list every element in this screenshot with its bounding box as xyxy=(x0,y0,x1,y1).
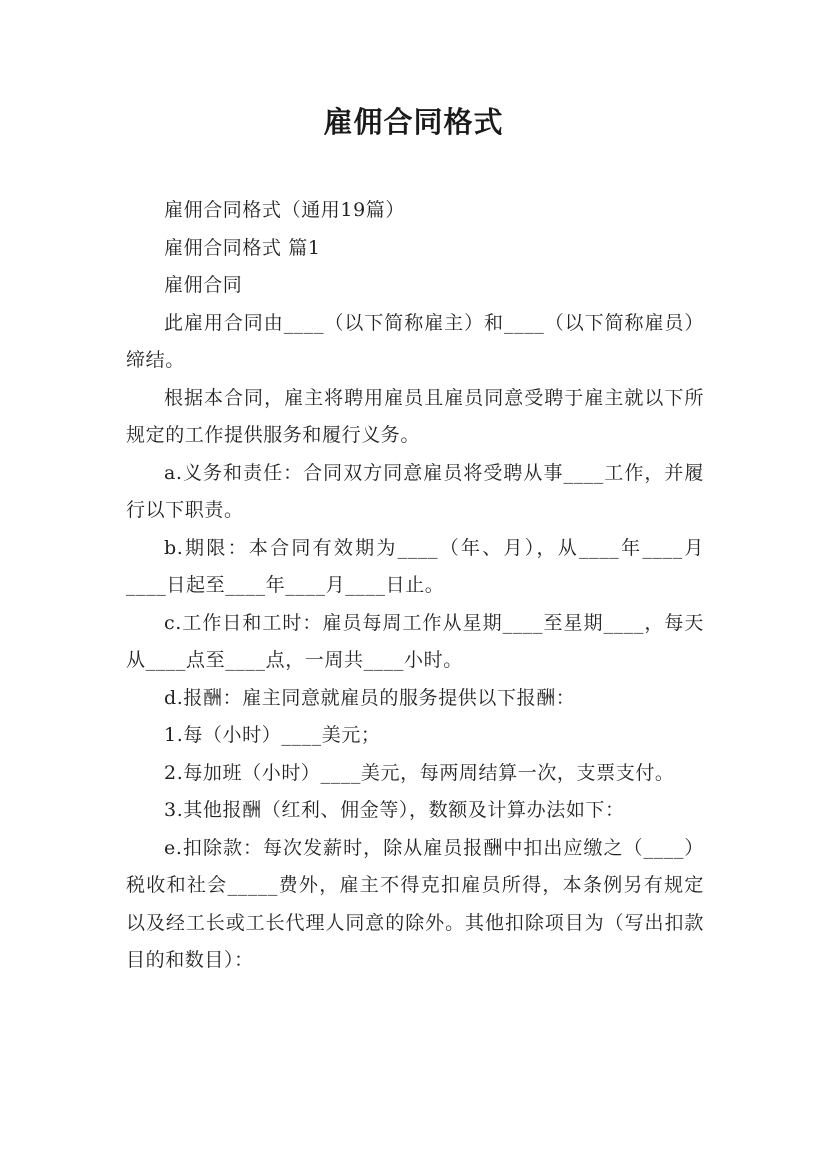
paragraph-hourly-rate: 1.每（小时）____美元； xyxy=(164,724,381,746)
paragraph-compensation: d.报酬：雇主同意就雇员的服务提供以下报酬： xyxy=(164,686,576,709)
paragraph-deductions: e.扣除款：每次发薪时，除从雇员报酬中扣出应缴之（____）税收和社会_____费外，雇主不得克扣雇员所得，本条例另有规定以及经工长或工长代理人同意的除外。其他扣除项目为（写出扣款目的和数目）： xyxy=(126,836,704,971)
document-body xyxy=(126,192,704,980)
document-title: 雇佣合同格式 xyxy=(323,105,504,139)
paragraph-section-heading: 雇佣合同格式 篇1 xyxy=(164,236,321,259)
paragraph-working-hours: c.工作日和工时：雇员每周工作从星期____至星期____，每天从____点至____点，一周共____小时。 xyxy=(126,611,704,671)
paragraph-parties: 此雇用合同由____（以下简称雇主）和____（以下简称雇员）缔结。 xyxy=(126,311,704,371)
paragraph-term: b.期限：本合同有效期为____（年、月），从____年____月____日起至____年____月____日止。 xyxy=(126,536,704,596)
paragraph-contract-name: 雇佣合同 xyxy=(164,274,243,296)
paragraph-duties: a.义务和责任：合同双方同意雇员将受聘从事____工作，并履行以下职责。 xyxy=(126,461,704,521)
paragraph-subtitle: 雇佣合同格式（通用19篇） xyxy=(164,199,405,221)
paragraph-agreement: 根据本合同，雇主将聘用雇员且雇员同意受聘于雇主就以下所规定的工作提供服务和履行义务。 xyxy=(126,386,704,446)
paragraph-overtime-rate: 2.每加班（小时）____美元，每两周结算一次，支票支付。 xyxy=(164,761,675,784)
paragraph-other-compensation: 3.其他报酬（红利、佣金等），数额及计算办法如下： xyxy=(164,799,625,821)
